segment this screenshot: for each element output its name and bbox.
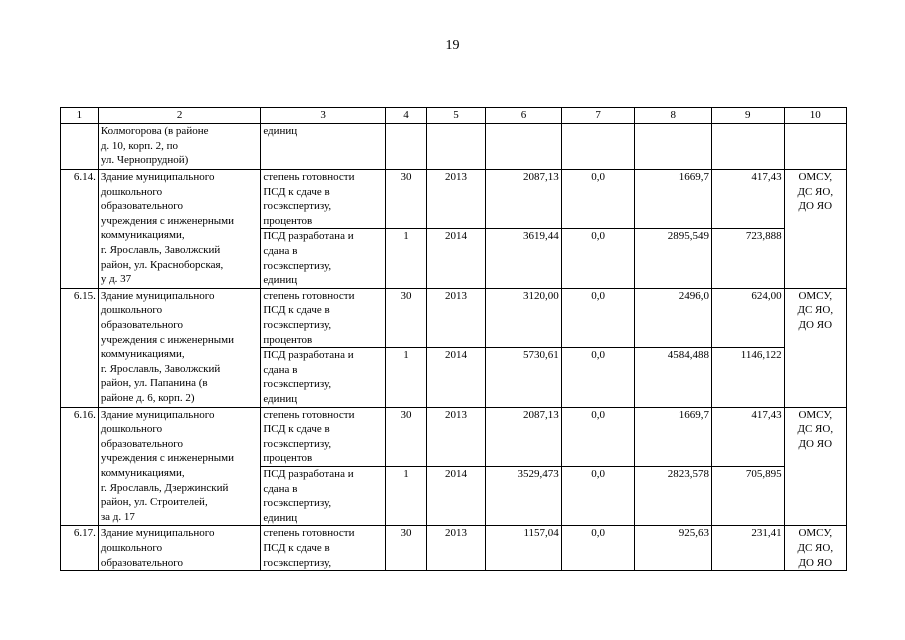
regional-cell: 2895,549 (635, 229, 712, 288)
local-cell: 723,888 (712, 229, 785, 288)
total-cell: 1157,04 (486, 526, 562, 571)
executor-cell: ОМСУ, ДС ЯО, ДО ЯО (784, 526, 846, 571)
local-cell: 231,41 (712, 526, 785, 571)
row-number-cell: 6.15. (61, 288, 99, 407)
column-number: 10 (784, 108, 846, 124)
federal-cell: 0,0 (561, 288, 635, 347)
total-cell: 5730,61 (486, 348, 562, 407)
regional-cell: 925,63 (635, 526, 712, 571)
regional-cell: 1669,7 (635, 407, 712, 466)
row-number-cell: 6.14. (61, 170, 99, 289)
federal-cell: 0,0 (561, 407, 635, 466)
row-number-cell: 6.17. (61, 526, 99, 571)
local-cell: 417,43 (712, 170, 785, 229)
value-cell: 1 (386, 229, 427, 288)
total-cell: 2087,13 (486, 170, 562, 229)
total-cell: 2087,13 (486, 407, 562, 466)
value-cell: 1 (386, 466, 427, 525)
program-table (60, 107, 847, 571)
executor-cell: ОМСУ, ДС ЯО, ДО ЯО (784, 170, 846, 289)
indicator-cell: ПСД разработана и сдана в госэкспертизу, единиц (261, 466, 386, 525)
object-name-cell: Здание муниципального дошкольного образовательного учреждения с инженерными коммуникациями, г. Ярославль, Заволжский район, ул. Папанина (в районе д. 6, корп. 2) (98, 288, 261, 407)
local-cell: 705,895 (712, 466, 785, 525)
executor-cell (784, 124, 846, 170)
value-cell: 30 (386, 288, 427, 347)
column-number: 5 (426, 108, 485, 124)
value-cell (386, 124, 427, 170)
executor-cell: ОМСУ, ДС ЯО, ДО ЯО (784, 407, 846, 526)
local-cell: 417,43 (712, 407, 785, 466)
federal-cell: 0,0 (561, 466, 635, 525)
column-number: 6 (486, 108, 562, 124)
column-number: 4 (386, 108, 427, 124)
indicator-cell: единиц (261, 124, 386, 170)
year-cell: 2014 (426, 466, 485, 525)
column-number-row (61, 108, 847, 124)
regional-cell: 4584,488 (635, 348, 712, 407)
federal-cell: 0,0 (561, 229, 635, 288)
column-number: 7 (561, 108, 635, 124)
page-number: 19 (445, 38, 460, 53)
column-number: 1 (61, 108, 99, 124)
column-number: 2 (98, 108, 261, 124)
column-number: 8 (635, 108, 712, 124)
indicator-cell: степень готовности ПСД к сдаче в госэкспертизу, процентов (261, 288, 386, 347)
continuation-row (61, 124, 847, 170)
executor-cell: ОМСУ, ДС ЯО, ДО ЯО (784, 288, 846, 407)
year-cell: 2013 (426, 170, 485, 229)
object-name-cell: Здание муниципального дошкольного образовательного (98, 526, 261, 571)
indicator-cell: степень готовности ПСД к сдаче в госэкспертизу, процентов (261, 170, 386, 229)
federal-cell (561, 124, 635, 170)
indicator-cell: ПСД разработана и сдана в госэкспертизу, единиц (261, 348, 386, 407)
table-row (61, 288, 847, 347)
regional-cell: 2496,0 (635, 288, 712, 347)
indicator-cell: степень готовности ПСД к сдаче в госэкспертизу, процентов (261, 407, 386, 466)
table-row (61, 170, 847, 229)
federal-cell: 0,0 (561, 526, 635, 571)
value-cell: 30 (386, 170, 427, 229)
local-cell: 624,00 (712, 288, 785, 347)
total-cell (486, 124, 562, 170)
value-cell: 30 (386, 407, 427, 466)
object-name-cell: Колмогорова (в районе д. 10, корп. 2, по ул. Чернопрудной) (98, 124, 261, 170)
federal-cell: 0,0 (561, 170, 635, 229)
row-number-cell (61, 124, 99, 170)
regional-cell: 2823,578 (635, 466, 712, 525)
total-cell: 3529,473 (486, 466, 562, 525)
year-cell: 2013 (426, 407, 485, 466)
column-number: 9 (712, 108, 785, 124)
object-name-cell: Здание муниципального дошкольного образовательного учреждения с инженерными коммуникациями, г. Ярославль, Дзержинский район, ул. Строителей, за д. 17 (98, 407, 261, 526)
total-cell: 3619,44 (486, 229, 562, 288)
object-name-cell: Здание муниципального дошкольного образовательного учреждения с инженерными коммуникациями, г. Ярославль, Заволжский район, ул. Красноборская, у д. 37 (98, 170, 261, 289)
year-cell (426, 124, 485, 170)
column-number: 3 (261, 108, 386, 124)
local-cell (712, 124, 785, 170)
table-row (61, 407, 847, 466)
year-cell: 2013 (426, 526, 485, 571)
regional-cell (635, 124, 712, 170)
regional-cell: 1669,7 (635, 170, 712, 229)
indicator-cell: ПСД разработана и сдана в госэкспертизу, единиц (261, 229, 386, 288)
year-cell: 2013 (426, 288, 485, 347)
year-cell: 2014 (426, 348, 485, 407)
row-number-cell: 6.16. (61, 407, 99, 526)
table-row (61, 526, 847, 571)
value-cell: 1 (386, 348, 427, 407)
value-cell: 30 (386, 526, 427, 571)
indicator-cell: степень готовности ПСД к сдаче в госэкспертизу, (261, 526, 386, 571)
year-cell: 2014 (426, 229, 485, 288)
total-cell: 3120,00 (486, 288, 562, 347)
local-cell: 1146,122 (712, 348, 785, 407)
federal-cell: 0,0 (561, 348, 635, 407)
